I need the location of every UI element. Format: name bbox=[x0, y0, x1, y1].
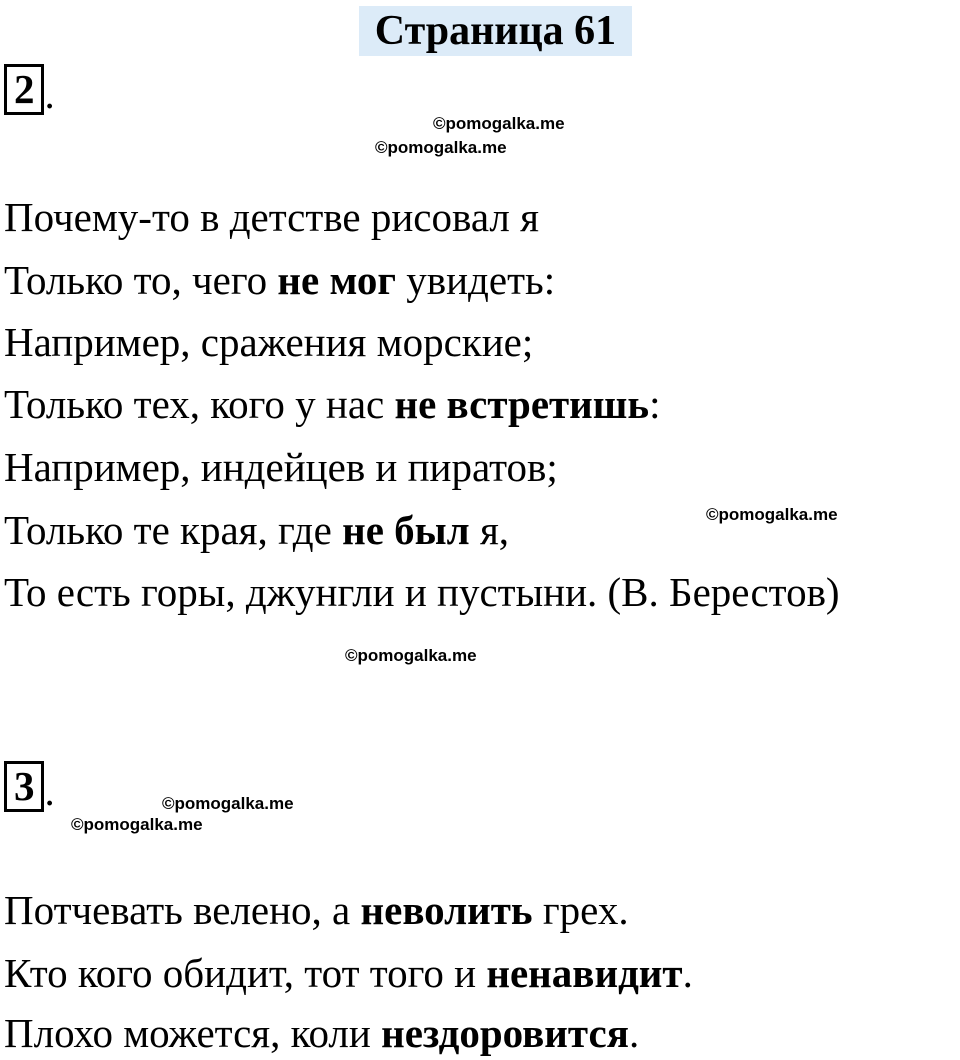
text-line bbox=[4, 444, 558, 490]
text-segment: Кто кого обидит, тот того и bbox=[4, 950, 487, 996]
page-title: Страница 61 bbox=[359, 6, 632, 56]
watermark: ©pomogalka.me bbox=[433, 114, 565, 133]
task-number-3 bbox=[4, 761, 55, 812]
bold-segment: ненавидит bbox=[486, 950, 683, 996]
task-number-box: 2 bbox=[4, 64, 44, 115]
task-number-dot: . bbox=[44, 768, 55, 814]
watermark: ©pomogalka.me bbox=[71, 815, 203, 834]
text-line bbox=[4, 887, 629, 933]
text-segment: : bbox=[649, 381, 661, 427]
task-number-box: 3 bbox=[4, 761, 44, 812]
bold-segment: не был bbox=[342, 507, 470, 553]
text-segment: Потчевать велено, а bbox=[4, 887, 361, 933]
text-segment: я, bbox=[469, 507, 510, 553]
text-line bbox=[4, 257, 555, 303]
watermark: ©pomogalka.me bbox=[706, 505, 838, 524]
watermark: ©pomogalka.me bbox=[375, 138, 507, 157]
text-segment: увидеть: bbox=[396, 257, 556, 303]
text-line bbox=[4, 569, 840, 615]
text-segment: Только тех, кого у нас bbox=[4, 381, 395, 427]
watermark: ©pomogalka.me bbox=[162, 794, 294, 813]
bold-segment: не мог bbox=[277, 257, 396, 303]
text-segment: Почему-то в детстве рисовал я bbox=[4, 194, 539, 240]
text-segment: То есть горы, джунгли и пустыни. (В. Берестов) bbox=[4, 569, 840, 615]
text-segment: Только то, чего bbox=[4, 257, 278, 303]
task-number-2 bbox=[4, 64, 55, 115]
bold-segment: неволить bbox=[360, 887, 533, 933]
bold-segment: нездоровится bbox=[381, 1010, 629, 1056]
text-line bbox=[4, 319, 533, 365]
text-segment: грех. bbox=[532, 887, 629, 933]
text-line bbox=[4, 381, 660, 427]
text-segment: Плохо можется, коли bbox=[4, 1010, 382, 1056]
text-segment: . bbox=[682, 950, 693, 996]
task-number-dot: . bbox=[44, 71, 55, 117]
text-segment: Только те края, где bbox=[4, 507, 343, 553]
text-segment: Например, сражения морские; bbox=[4, 319, 534, 365]
text-segment: . bbox=[628, 1010, 640, 1056]
text-line bbox=[4, 950, 693, 996]
text-line bbox=[4, 1010, 639, 1056]
bold-segment: не встретишь bbox=[394, 381, 650, 427]
watermark: ©pomogalka.me bbox=[345, 646, 477, 665]
text-line bbox=[4, 194, 539, 240]
text-segment: Например, индейцев и пиратов; bbox=[4, 444, 558, 490]
text-line bbox=[4, 507, 509, 553]
